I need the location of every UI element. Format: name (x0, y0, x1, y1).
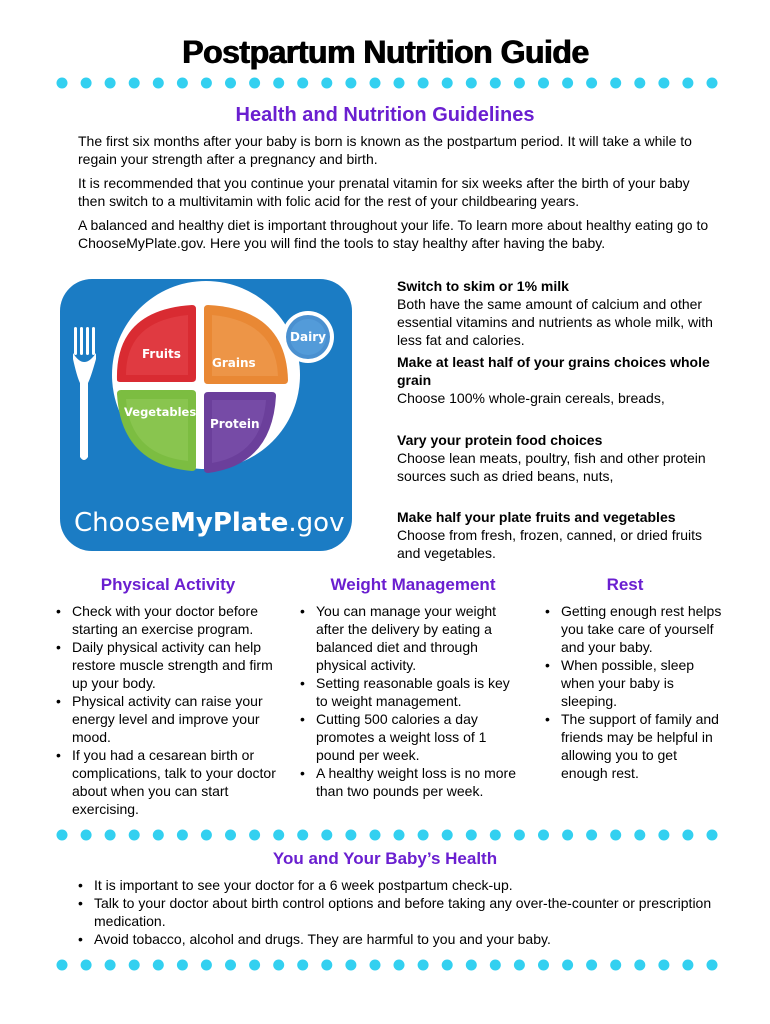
dotted-divider-bottom (56, 959, 718, 971)
tip-fruits-vegetables (397, 508, 727, 562)
rest-list (545, 602, 725, 782)
baby-health-heading: You and Your Baby’s Health (272, 849, 498, 868)
dotted-divider-middle (56, 829, 718, 841)
physical-activity-list (56, 602, 282, 818)
tip-heading: Vary your protein food choices (397, 432, 603, 448)
list-item: • Avoid tobacco, alcohol and drugs. They are harmful to you and your baby. (78, 930, 718, 948)
list-item: • If you had a cesarean birth or complications, talk to your doctor about when you can start exercising. (56, 746, 282, 818)
rest-heading: Rest (606, 575, 644, 594)
list-item: • Getting enough rest helps you take care of yourself and your baby. (545, 602, 725, 656)
tip-heading: Make half your plate fruits and vegetables (397, 509, 676, 525)
list-item: • When possible, sleep when your baby is sleeping. (545, 656, 725, 710)
section-heading-guidelines: Health and Nutrition Guidelines (235, 104, 535, 126)
intro-paragraph: It is recommended that you continue your prenatal vitamin for six weeks after the birth of your baby then switch to a multivitamin with folic acid for the rest of your childbearing years. (78, 175, 690, 209)
list-item: • Physical activity can raise your energy level and improve your mood. (56, 692, 282, 746)
dairy-label: Dairy (290, 330, 326, 344)
fruits-label: Fruits (142, 347, 181, 361)
list-item: • You can manage your weight after the delivery by eating a balanced diet and through physical activity. (300, 602, 524, 674)
dotted-divider-top (56, 77, 718, 89)
list-item: • Talk to your doctor about birth control options and before taking any over-the-counter or prescription medication. (78, 894, 718, 930)
list-item: • Daily physical activity can help restore muscle strength and firm up your body. (56, 638, 282, 692)
list-item: • The support of family and friends may be helpful in allowing you to get enough rest. (545, 710, 725, 782)
list-item: • Check with your doctor before starting an exercise program. (56, 602, 282, 638)
tip-body: Both have the same amount of calcium and other essential vitamins and nutrients as whole milk, with less fat and calories. (397, 296, 713, 348)
intro-paragraph: A balanced and healthy diet is important throughout your life. To learn more about healthy eating go to ChooseMyPlate.gov. Here you will find the tools to stay healthy after having the baby. (78, 217, 709, 251)
choosemyplate-logo (60, 279, 352, 551)
tip-milk (397, 277, 727, 349)
tip-body: Choose from fresh, frozen, canned, or dried fruits and vegetables. (397, 527, 703, 561)
tip-body: Choose lean meats, poultry, fish and other protein sources such as dried beans, nuts, (397, 450, 706, 484)
list-item: • A healthy weight loss is no more than two pounds per week. (300, 764, 524, 800)
weight-management-list (300, 602, 524, 800)
tip-heading: Make at least half of your grains choices whole grain (397, 354, 710, 388)
tip-grains (397, 353, 727, 407)
baby-health-list (78, 876, 718, 948)
physical-activity-heading: Physical Activity (100, 575, 236, 594)
list-item: • It is important to see your doctor for a 6 week postpartum check-up. (78, 876, 718, 894)
tip-heading: Switch to skim or 1% milk (397, 278, 569, 294)
page-title: Postpartum Nutrition Guide (181, 34, 589, 70)
brand-wordmark: ChooseMyPlate.gov (74, 508, 345, 538)
tip-protein (397, 431, 727, 485)
intro-paragraph: The first six months after your baby is born is known as the postpartum period. It will take a while to regain your strength after a pregnancy and birth. (78, 133, 692, 167)
list-item: • Setting reasonable goals is key to weight management. (300, 674, 524, 710)
vegetables-label: Vegetables (124, 405, 197, 419)
intro-text (78, 133, 718, 259)
protein-label: Protein (210, 417, 260, 431)
grains-label: Grains (212, 356, 256, 370)
weight-management-heading: Weight Management (330, 575, 496, 594)
tip-body: Choose 100% whole-grain cereals, breads, (397, 390, 665, 406)
list-item: • Cutting 500 calories a day promotes a weight loss of 1 pound per week. (300, 710, 524, 764)
